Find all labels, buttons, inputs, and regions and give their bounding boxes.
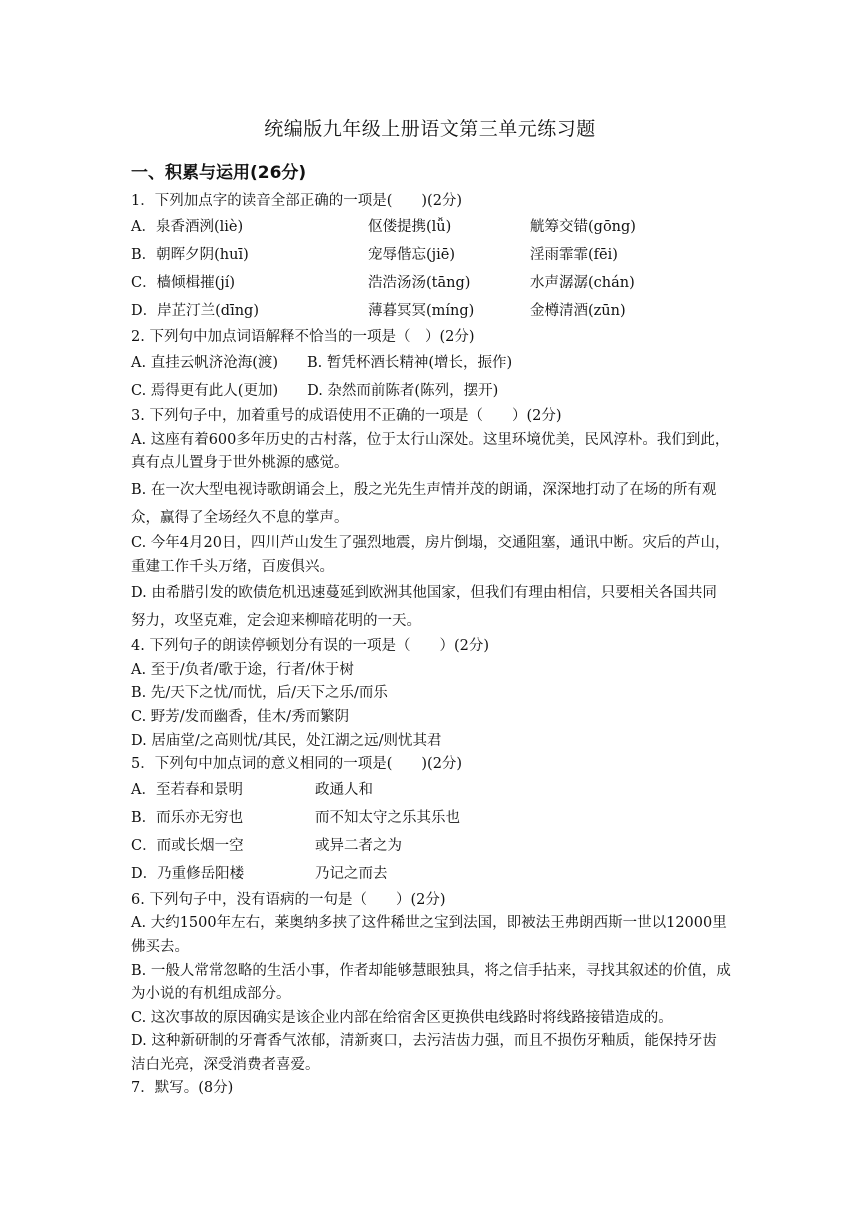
q1-row-d <box>131 298 731 326</box>
q6-option-b: B. 一般人常常忽略的生活小事，作者却能够慧眼独具，将之信手拈来，寻找其叙述的价值，成为小说的有机组成部分。 <box>131 962 731 1003</box>
q6-option-a: A. 大约1500年左右，莱奥纳多挟了这件稀世之宝到法国，即被法王弗朗西斯一世以12000里佛买去。 <box>131 915 727 955</box>
q1-a-3: 觥筹交错(gōng) <box>530 218 636 235</box>
q2-stem: 2. 下列句中加点词语解释不恰当的一项是（ ）(2分) <box>131 328 475 345</box>
q7-stem: 7．默写。(8分) <box>131 1080 234 1097</box>
q5-a-2: 政通人和 <box>315 781 373 798</box>
q3-stem: 3. 下列句子中，加着重号的成语使用不正确的一项是（ ）(2分) <box>131 408 562 425</box>
section-heading: 一、积累与运用(26分) <box>131 163 307 183</box>
q1-a-1: A．泉香酒洌(liè) <box>131 218 244 235</box>
q5-row-d <box>131 861 731 889</box>
q1-d-1: D．岸芷汀兰(dīng) <box>131 302 259 319</box>
q5-c-2: 或异二者之为 <box>315 837 402 854</box>
q4-stem: 4. 下列句子的朗读停顿划分有误的一项是（ ）(2分) <box>131 638 489 655</box>
q3-option-d: D. 由希腊引发的欧债危机迅速蔓延到欧洲其他国家，但我们有理由相信，只要相关各国共同努力，攻坚克难，定会迎来柳暗花明的一天。 <box>131 585 717 630</box>
q5-d-2: 乃记之而去 <box>315 865 388 882</box>
q5-d-1: D．乃重修岳阳楼 <box>131 865 245 882</box>
q1-c-3: 水声潺潺(chán) <box>530 274 635 291</box>
q4-option-d: D. 居庙堂/之高则忧/其民，处江湖之远/则忧其君 <box>131 732 442 749</box>
q3-option-a: A. 这座有着600多年历史的古村落，位于太行山深处。这里环境优美，民风淳朴。我们到此，真有点儿置身于世外桃源的感觉。 <box>131 431 730 472</box>
q1-d-3: 金樽清酒(zūn) <box>530 302 626 319</box>
q4-option-b: B. 先/天下之忧/而忧，后/天下之乐/而乐 <box>131 685 388 702</box>
q5-stem: 5．下列句中加点词的意义相同的一项是( )(2分) <box>131 756 463 773</box>
q1-row-a <box>131 214 731 242</box>
q2-line-1: A. 直挂云帆济沧海(渡) B. 暂凭杯酒长精神(增长，振作) <box>131 355 513 372</box>
q5-b-2: 而不知太守之乐其乐也 <box>315 809 460 826</box>
page-title: 统编版九年级上册语文第三单元练习题 <box>264 118 596 140</box>
q1-row-c <box>131 270 731 298</box>
q5-a-1: A．至若春和景明 <box>131 781 243 798</box>
questions <box>131 190 731 1101</box>
q3-option-b: B. 在一次大型电视诗歌朗诵会上，殷之光先生声情并茂的朗诵，深深地打动了在场的所有观众，赢得了全场经久不息的掌声。 <box>131 481 717 526</box>
q2-line-2: C. 焉得更有此人(更加) D. 杂然而前陈者(陈列，摆开) <box>131 383 499 400</box>
q5-row-a <box>131 777 731 805</box>
q4-option-c: C. 野芳/发而幽香，佳木/秀而繁阴 <box>131 708 350 725</box>
q1-b-1: B．朝晖夕阴(huī) <box>131 246 249 263</box>
q5-b-1: B．而乐亦无穷也 <box>131 809 244 826</box>
q6-stem: 6. 下列句子中，没有语病的一句是（ ）(2分) <box>131 891 446 908</box>
q1-d-2: 薄暮冥冥(míng) <box>368 302 475 319</box>
q1-a-2: 伛偻提携(lǚ) <box>368 218 452 235</box>
q4-option-a: A. 至于/负者/歌于途，行者/休于树 <box>131 661 354 678</box>
q1-c-2: 浩浩汤汤(tāng) <box>368 274 471 291</box>
q1-stem: 1．下列加点字的读音全部正确的一项是( )(2分) <box>131 193 463 209</box>
q6-option-d: D. 这种新研制的牙膏香气浓郁，清新爽口，去污洁齿力强，而且不损伤牙釉质，能保持牙齿洁白光亮，深受消费者喜爱。 <box>131 1033 717 1073</box>
q3-option-c: C. 今年4月20日，四川芦山发生了强烈地震，房片倒塌，交通阻塞，通讯中断。灾后的芦山，重建工作千头万绪，百废俱兴。 <box>131 534 730 575</box>
q5-row-c <box>131 833 731 861</box>
q6-option-c: C. 这次事故的原因确实是该企业内部在给宿舍区更换供电线路时将线路接错造成的。 <box>131 1009 673 1026</box>
q5-row-b <box>131 805 731 833</box>
q5-c-1: C．而或长烟一空 <box>131 837 244 854</box>
q1-b-2: 宠辱偕忘(jiē) <box>368 246 456 263</box>
q1-c-1: C．樯倾楫摧(jí) <box>131 274 236 291</box>
q1-b-3: 淫雨霏霏(fēi) <box>530 246 618 263</box>
q1-row-b <box>131 242 731 270</box>
